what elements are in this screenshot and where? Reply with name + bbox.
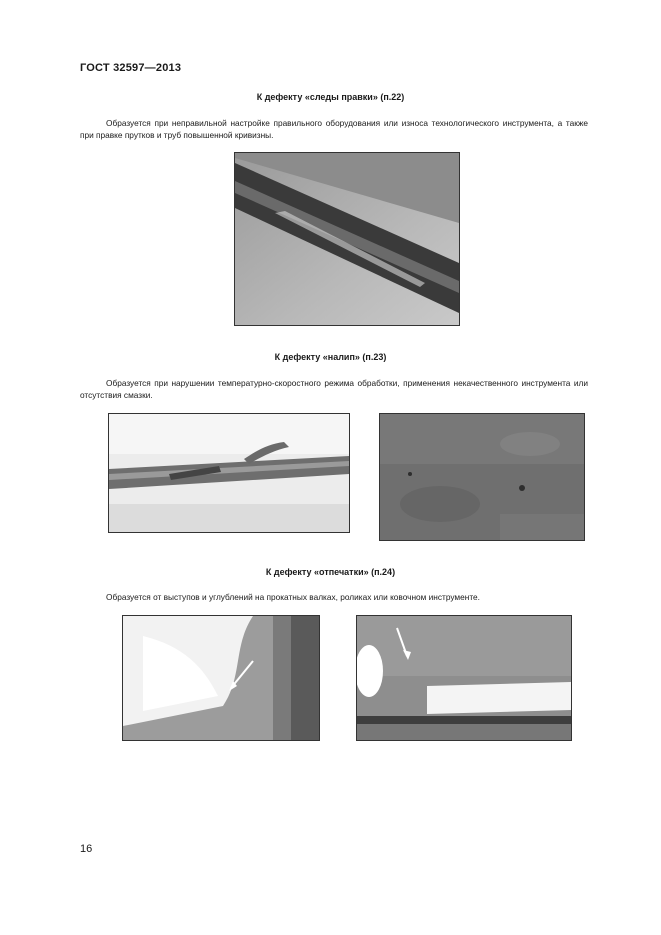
photo-straightening-marks [234, 152, 460, 326]
section-text-buildup: Образуется при нарушении температурно-скоростного режима обработки, применения некачественного инструмента или отсутствия смазки. [80, 378, 588, 400]
section-heading-buildup: К дефекту «налип» (п.23) [274, 352, 387, 362]
page-number: 16 [80, 843, 93, 855]
section-text-imprints: Образуется от выступов и углублений на прокатных валках, роликах или ковочном инструменте. [106, 592, 480, 602]
section-text-straightening-marks: Образуется при неправильной настройке правильного оборудования или износа технологического инструмента, а также при правке прутков и труб повышенной кривизны. [80, 118, 588, 140]
photo-imprints-left [122, 615, 320, 741]
photo-buildup-bar [108, 413, 350, 533]
section-heading-imprints: К дефекту «отпечатки» (п.24) [265, 567, 396, 577]
photo-buildup-surface [379, 413, 585, 541]
photo-imprints-right [356, 615, 572, 741]
section-heading-straightening-marks: К дефекту «следы правки» (п.22) [256, 92, 405, 102]
document-code: ГОСТ 32597—2013 [80, 62, 182, 74]
